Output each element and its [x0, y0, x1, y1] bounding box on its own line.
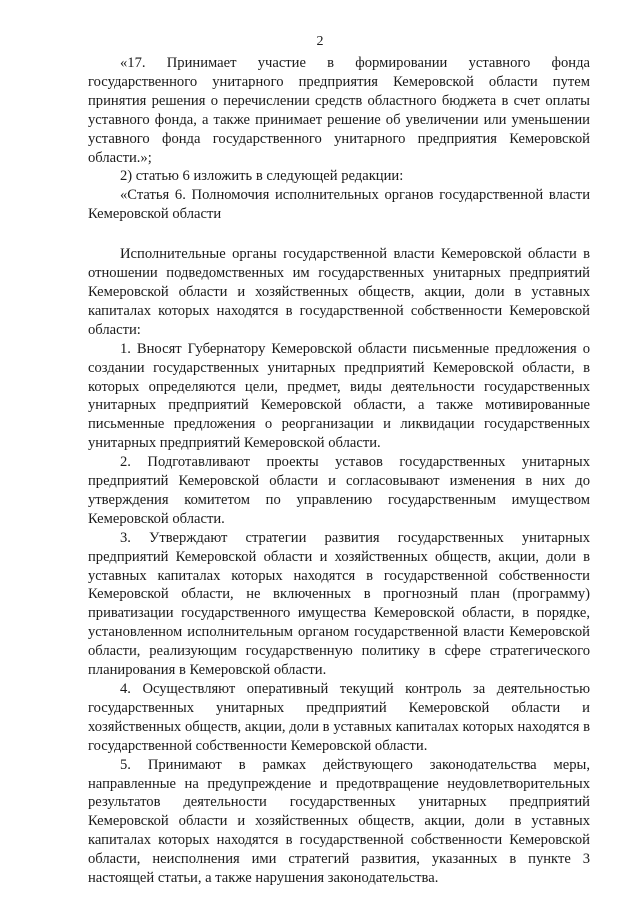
article-6-item-1: 1. Вносят Губернатору Кемеровской области письменные предложения о создании государственных унитарных предприятий Кемеровской области, в которых определяются цели, предмет, виды деятельности государственных унитарных предприятий Кемеровской области, а также мотивированные письменные предложения о реорганизации и ликвидации государственных унитарных предприятий Кемеровской области. — [88, 340, 590, 452]
article-6-item-2: 2. Подготавливают проекты уставов государственных унитарных предприятий Кемеровской области и согласовывают изменения в них до утверждения комитетом по управлению государственным имуществом Кемеровской области. — [88, 454, 590, 527]
article-6-item-4: 4. Осуществляют оперативный текущий контроль за деятельностью государственных унитарных предприятий Кемеровской области и хозяйственных обществ, акции, доли в уставных капиталах которых находятся в государственной собственности Кемеровской области. — [88, 681, 590, 754]
article-6-preamble: Исполнительные органы государственной власти Кемеровской области в отношении подведомственных им государственных унитарных предприятий Кемеровской области и хозяйственных обществ, акции, доли в уставных капиталах которых находятся в государственной собственности Кемеровской области: — [88, 246, 590, 338]
document-body — [88, 54, 590, 888]
article-6-item-3: 3. Утверждают стратегии развития государственных унитарных предприятий Кемеровской области и хозяйственных обществ, акции, доли в уставных капиталах которых находятся в государственной собственности Кемеровской области, не включенных в прогнозный план (программу) приватизации государственного имущества Кемеровской области, в порядке, установленном исполнительным органом государственной власти Кемеровской области, реализующим государственную политику в сфере стратегического планирования в Кемеровской области. — [88, 529, 590, 679]
article-6-heading: «Статья 6. Полномочия исполнительных органов государственной власти Кемеровской области — [88, 187, 590, 223]
page-number: 2 — [316, 34, 324, 49]
article-6-item-5: 5. Принимают в рамках действующего законодательства меры, направленные на предупреждение и предотвращение неудовлетворительных результатов деятельности государственных унитарных предприятий Кемеровской области и хозяйственных обществ, акции, доли в уставных капиталах которых находятся в государственной собственности Кемеровской области, неисполнения ими стратегий развития, указанных в пункте 3 настоящей статьи, а также нарушения законодательства. — [88, 756, 590, 887]
paragraph-amendment-intro: 2) статью 6 изложить в следующей редакции: — [120, 168, 404, 185]
paragraph-item-17: «17. Принимает участие в формировании уставного фонда государственного унитарного предприятия Кемеровской области путем принятия решения о перечислении средств областного бюджета в счет оплаты уставного фонда, а также принимает решение об увеличении или уменьшении уставного фонда государственного унитарного предприятия Кемеровской области.»; — [88, 55, 590, 166]
